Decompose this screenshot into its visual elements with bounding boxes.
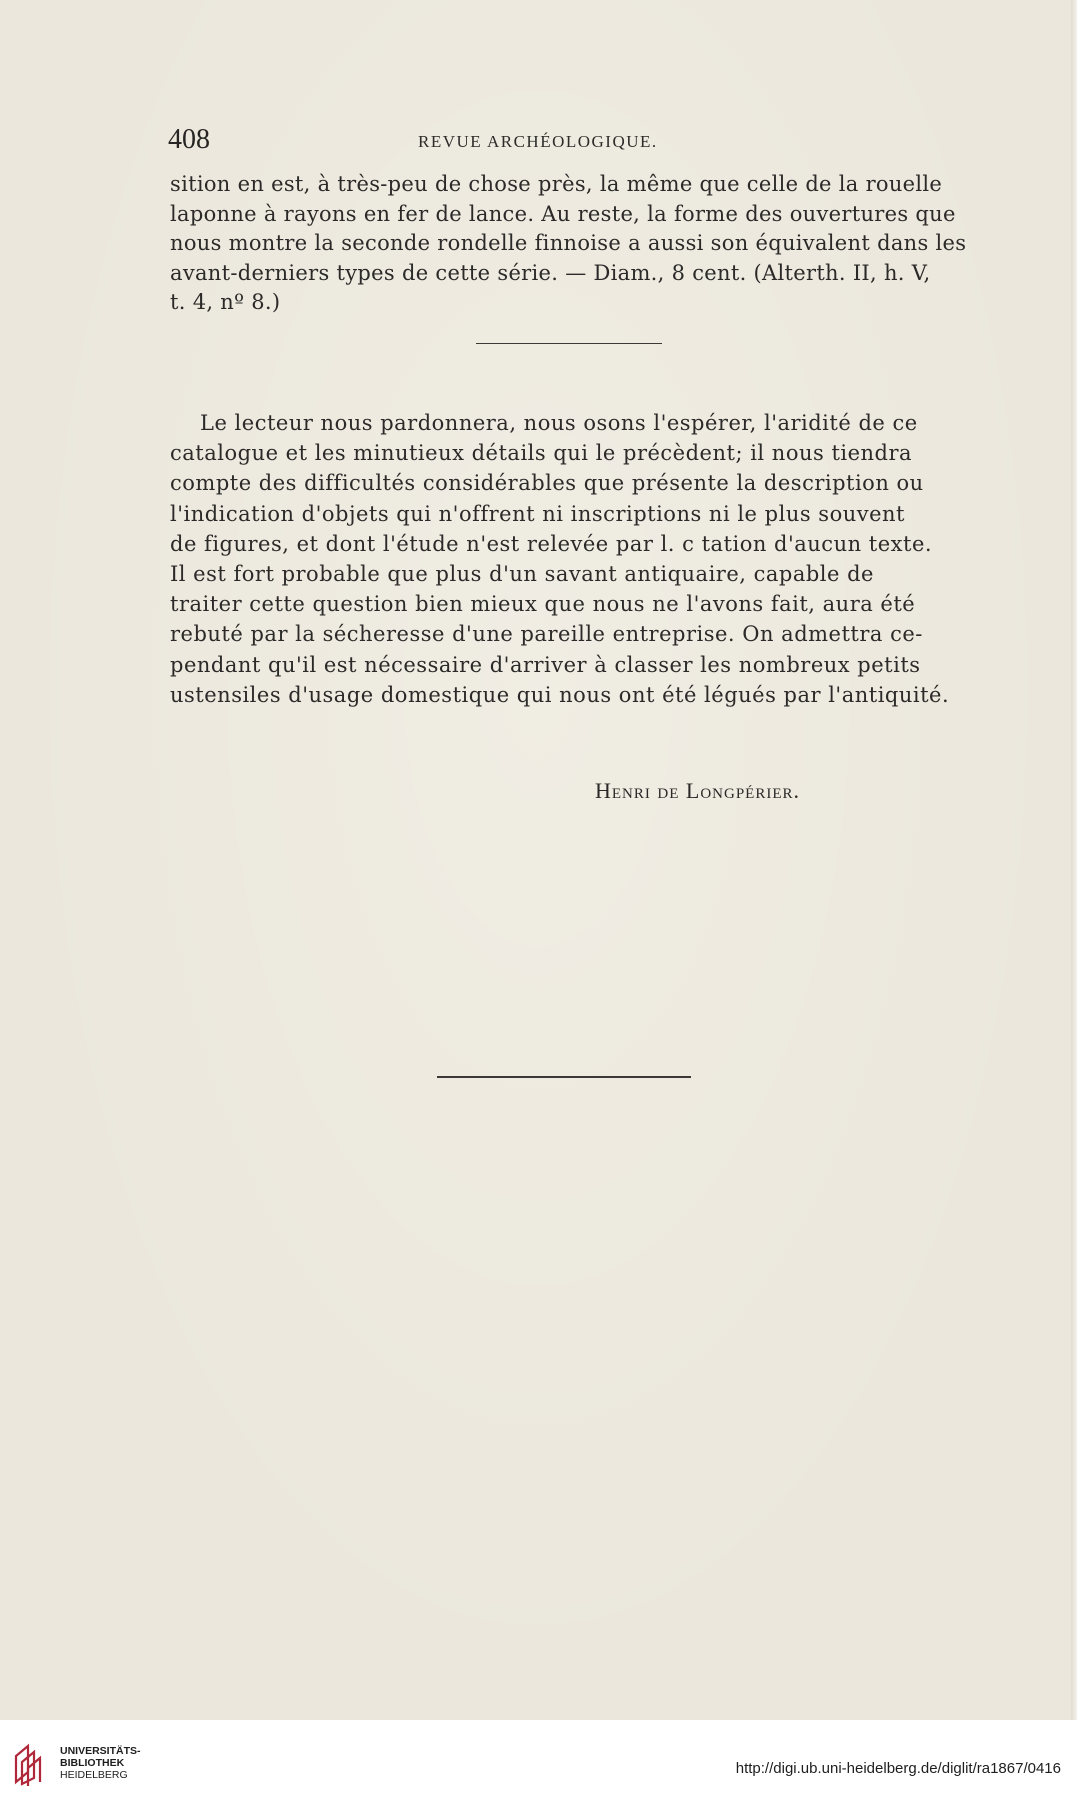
text-line: Le lecteur nous pardonnera, nous osons l'espérer, l'aridité de ce (200, 411, 918, 435)
heidelberg-library-logo-icon (12, 1742, 52, 1786)
text-line: nous montre la seconde rondelle finnoise a aussi son équivalent dans les (170, 231, 967, 255)
text-line: compte des difficultés considérables que présente la description ou (170, 471, 924, 496)
text-line: avant-derniers types de cette série. — Diam., 8 cent. (Alterth. II, h. V, (170, 260, 931, 285)
source-url-link[interactable]: http://digi.ub.uni-heidelberg.de/diglit/ra1867/0416 (735, 1760, 1061, 1777)
text-line: sition en est, à très-peu de chose près, la même que celle de la rouelle (170, 172, 943, 196)
text-line: Il est fort probable que plus d'un savant antiquaire, capable de (170, 562, 874, 587)
library-name-line: BIBLIOTHEK (60, 1757, 125, 1769)
library-name-line: HEIDELBERG (60, 1769, 128, 1781)
text-line: l'indication d'objets qui n'offrent ni inscriptions ni le plus souvent (170, 501, 905, 526)
text-line: catalogue et les minutieux détails qui le précèdent; il nous tiendra (170, 441, 913, 466)
text-line: laponne à rayons en fer de lance. Au reste, la forme des ouvertures que (170, 201, 956, 226)
text-line: traiter cette question bien mieux que nous ne l'avons fait, aura été (170, 592, 916, 617)
library-name-line: UNIVERSITÄTS- (60, 1745, 141, 1757)
text-line: de figures, et dont l'étude n'est relevée par l. c tation d'aucun texte. (170, 531, 933, 556)
paragraph-continuation (170, 170, 970, 318)
journal-title: REVUE ARCHÉOLOGIQUE. (418, 132, 658, 151)
author-signature: Henri de Longpérier. (595, 778, 800, 803)
library-name (60, 1745, 141, 1781)
page-number: 408 (168, 124, 210, 155)
end-rule (437, 1076, 691, 1078)
text-line: pendant qu'il est nécessaire d'arriver à classer les nombreux petits (170, 652, 921, 677)
running-header (168, 124, 968, 156)
page-edge (1071, 0, 1077, 1720)
section-divider (476, 343, 662, 344)
closing-paragraph (170, 408, 970, 710)
text-line: t. 4, nº 8.) (170, 290, 281, 314)
text-line: rebuté par la sécheresse d'une pareille entreprise. On admettra ce- (170, 622, 923, 647)
text-line: ustensiles d'usage domestique qui nous ont été légués par l'antiquité. (170, 682, 950, 707)
